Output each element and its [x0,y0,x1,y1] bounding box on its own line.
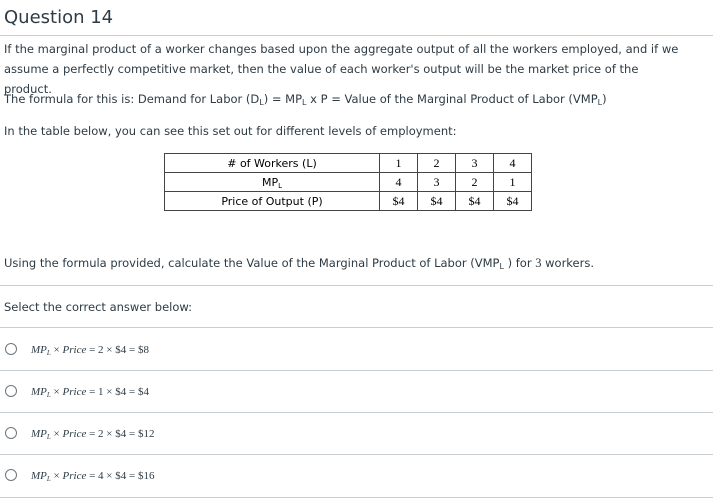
labor-table [164,153,532,211]
question-title: Question 14 [4,7,114,28]
radio-button[interactable] [5,469,17,481]
option-label: $MP_L$ × Price = 1 × $4 = $4 [31,386,149,399]
answer-option-1[interactable] [0,328,713,370]
option-divider [0,497,713,498]
option-label: $MP_L$ × Price = 4 × $4 = $16 [31,470,155,483]
table-cell: 2 [418,154,456,173]
answer-option-3[interactable] [0,413,713,455]
radio-button[interactable] [5,385,17,397]
answer-option-4[interactable] [0,455,713,497]
formula-paragraph: The formula for this is: Demand for Labor $(D_L) = MP_L$ x P = Value of the Marginal Product of Labor $(VMP_L)$ [4,92,607,107]
table-cell: 4 [380,173,418,192]
option-label: $MP_L$ × Price = 2 × $4 = $8 [31,344,149,357]
table-cell: 4 [494,154,532,173]
table-cell: $4 [456,192,494,211]
answer-option-2[interactable] [0,371,713,413]
option-label: $MP_L$ × Price = 2 × $4 = $12 [31,428,155,441]
row-label-workers: # of Workers (L) [165,154,380,173]
table-intro: In the table below, you can see this set out for different levels of employment: [4,124,457,138]
table-cell: 2 [456,173,494,192]
select-label: Select the correct answer below: [4,300,193,314]
radio-button[interactable] [5,343,17,355]
radio-button[interactable] [5,427,17,439]
title-divider [0,35,713,36]
intro-paragraph: If the marginal product of a worker changes based upon the aggregate output of all the workers employed, and if we assume a perfectly competitive market, then the value of each worker's output will be the market price of the product. [4,42,679,96]
table-cell: $4 [418,192,456,211]
table-cell: 3 [456,154,494,173]
question-prompt: Using the formula provided, calculate the Value of the Marginal Product of Labor ($VMP_L$ ) for 3 workers. [4,256,594,271]
table-cell: $4 [494,192,532,211]
table-cell: 3 [418,173,456,192]
prompt-divider [0,285,713,286]
table-cell: $4 [380,192,418,211]
table-row [165,192,532,211]
row-label-mpl: $MP_L$ [165,173,380,192]
table-row [165,154,532,173]
table-cell: 1 [380,154,418,173]
table-cell: 1 [494,173,532,192]
row-label-price: Price of Output (P) [165,192,380,211]
table-row [165,173,532,192]
